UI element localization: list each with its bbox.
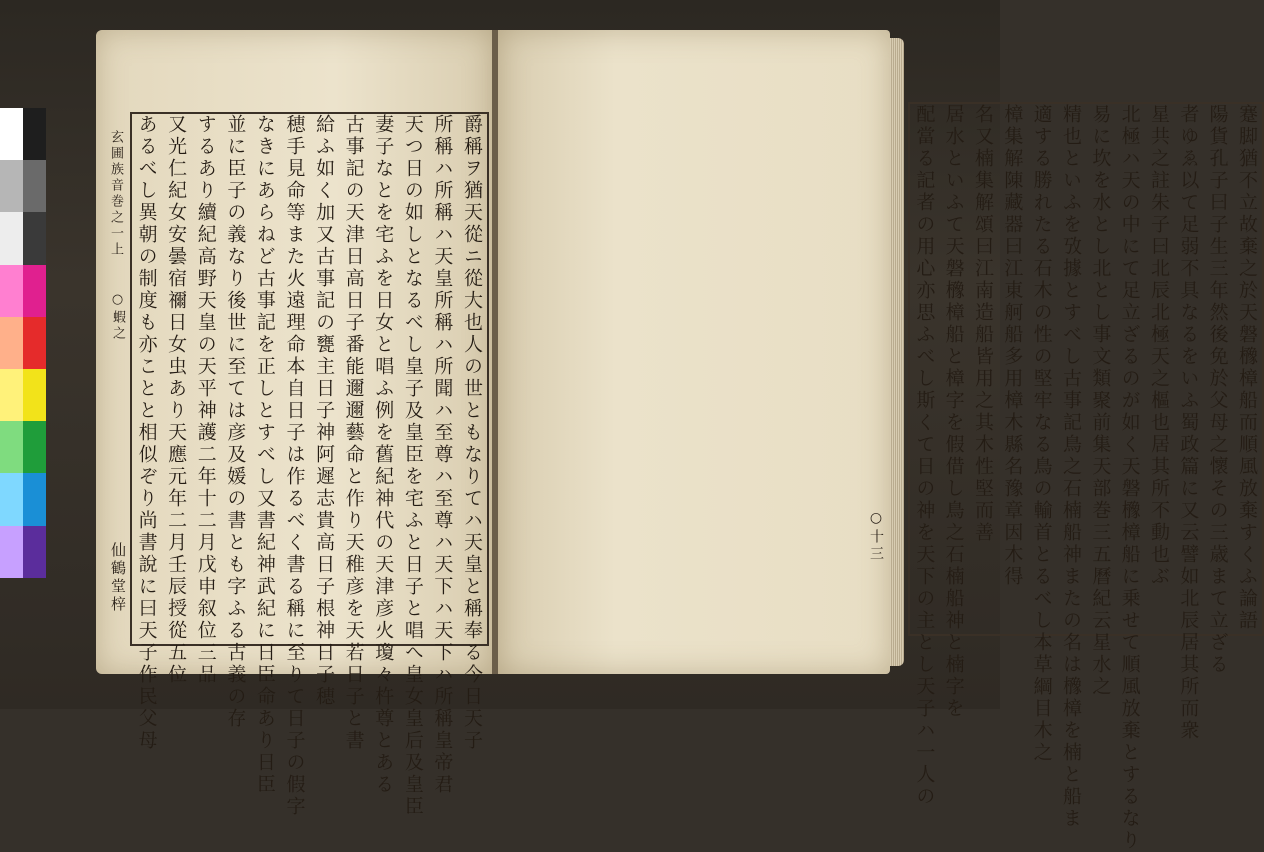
text-column: 配當る記者の用心亦思ふべし斯くて日の神を天下の主とし天子ハ一人の: [913, 104, 936, 808]
color-calibration-strip: [0, 108, 46, 578]
calibration-swatch: [23, 526, 46, 578]
calibration-swatch: [0, 212, 23, 264]
text-column: 名又楠集解頌曰江南造船皆用之其木性堅而善: [972, 104, 994, 544]
margin-title: 玄圃族音巻之一上: [108, 130, 123, 258]
text-column: 穂手見命等また火遠理命本自日子は作るべく書る稱に至りて日子の假字: [283, 114, 306, 818]
text-column: 爵稱ヲ猶天從ニ從大也人の世ともなりてハ天皇と稱奉る今日天子: [461, 114, 483, 752]
text-column: 妻子なとを宅ふを日女と唱ふ例を舊紀神代の天津彦火瓊々杵尊とある: [372, 114, 395, 796]
calibration-swatch: [23, 369, 46, 421]
text-column: 並に臣子の義なり後世に至ては彦及媛の書とも字ふる古義の存: [224, 114, 247, 730]
text-column: するあり續紀高野天皇の天平神護二年十二月戊申叙位三品: [194, 114, 217, 686]
text-column: 適する勝れたる石木の性の堅牢なる鳥の輸首とるべし本草綱目木之: [1030, 104, 1053, 764]
open-book: [96, 30, 1258, 852]
text-column: 所稱ハ所稱ハ天皇所稱ハ所聞ハ至尊ハ至尊ハ天下ハ天下ハ所稱皇帝君: [431, 114, 454, 796]
calibration-swatch: [0, 265, 23, 317]
text-column: 陽貨孔子曰子生三年然後免於父母之懷その三歳まて立ざる: [1206, 104, 1229, 676]
text-column: 又光仁紀女安曇宿禰日女虫あり天應元年二月壬辰授從五位: [165, 114, 188, 686]
text-column: 星共之註朱子曰北辰北極天之樞也居其所不動也ぶ: [1148, 104, 1170, 588]
calibration-swatch: [23, 212, 46, 264]
page-folio: ○十三: [868, 510, 884, 563]
calibration-swatch: [0, 473, 23, 525]
text-column: 蹇脚猶不立故棄之於天磐櫲樟船而順風放棄すくふ論語: [1236, 104, 1258, 632]
calibration-swatch: [23, 160, 46, 212]
text-column: 天つ日の如しとなるべし皇子及皇臣を宅ふと日子と唱へ皇女皇后及皇臣: [401, 114, 424, 818]
publisher-name: 仙鶴堂梓: [109, 542, 127, 614]
calibration-swatch: [23, 317, 46, 369]
right-page: [498, 30, 1258, 852]
calibration-swatch: [23, 265, 46, 317]
calibration-swatch: [23, 473, 46, 525]
left-page: [96, 30, 494, 818]
margin-mark: ○蝦之: [110, 292, 125, 342]
right-text-frame: [908, 102, 1264, 852]
calibration-swatch: [0, 526, 23, 578]
calibration-swatch: [23, 108, 46, 160]
text-column: 易に坎を水とし北とし事文類聚前集天部巻三五曆紀云星水之: [1089, 104, 1112, 698]
text-column: 精也といふを攷據とすべし古事記鳥之石楠船神またの名は櫲樟を楠と船ま: [1060, 104, 1082, 830]
calibration-swatch: [0, 160, 23, 212]
text-column: 居水といふて天磐櫲樟船と樟字を假借し鳥之石楠船神と楠字を: [942, 104, 965, 720]
text-column: 古事記の天津日高日子番能邇邇藝命と作り天稚彦を天若日子と書: [342, 114, 365, 752]
calibration-swatch: [0, 317, 23, 369]
text-column: 者ゆゑ以て足弱不具なるをいふ蜀政篇に又云譬如北辰居其所而衆: [1177, 104, 1200, 742]
calibration-swatch: [23, 421, 46, 473]
calibration-swatch: [0, 421, 23, 473]
text-column: なきにあらねど古事記を正しとすべし又書紀神武紀に日臣命あり日臣: [253, 114, 276, 796]
text-column: 給ふ如く加又古事記の甕主日子神阿遲志貴高日子根神日子穂: [313, 114, 336, 708]
text-column: あるべし異朝の制度も亦ことと相似ぞり尚書說に曰天子作民父母: [135, 114, 158, 752]
text-column: 樟集解陳藏器曰江東舸船多用樟木縣名豫章因木得: [1001, 104, 1024, 588]
page-edges: [890, 38, 904, 666]
calibration-swatch: [0, 369, 23, 421]
text-column: 北極ハ天の中にて足立ざるのが如く天磐櫲樟船に乗せて順風放棄とするなり: [1118, 104, 1141, 852]
calibration-swatch: [0, 108, 23, 160]
left-text-frame: [130, 112, 489, 818]
